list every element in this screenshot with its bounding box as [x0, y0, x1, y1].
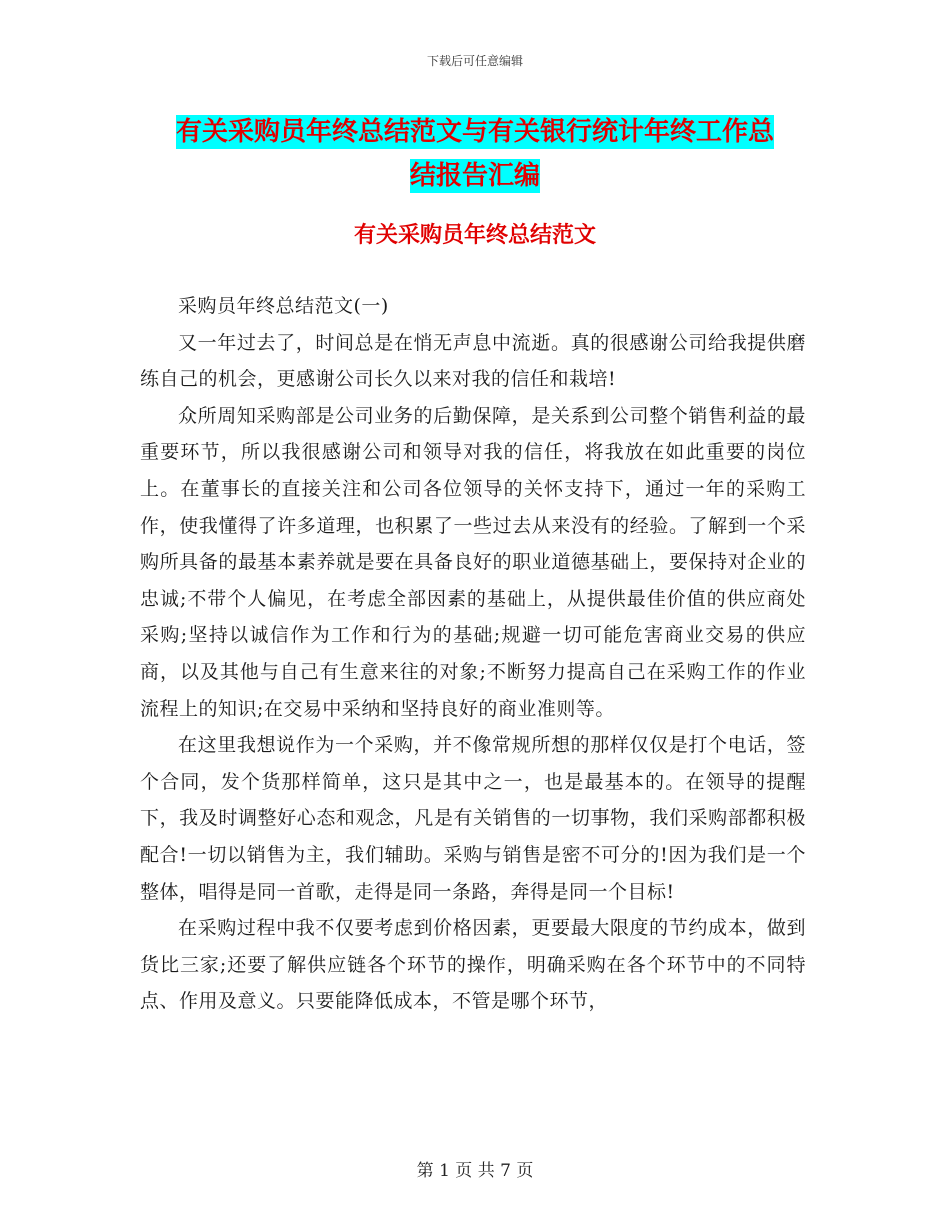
- page-header-note: 下载后可任意编辑: [426, 54, 523, 68]
- paragraph: 在采购过程中我不仅要考虑到价格因素，更要最大限度的节约成本，做到货比三家;还要了解供应链各个环节的操作，明确采购在各个环节中的不同特点、作用及意义。只要能降低成本，不管是哪个环节，: [140, 917, 806, 1013]
- document-title-line1: 有关采购员年终总结范文与有关银行统计年终工作总: [175, 117, 774, 147]
- page-number: 第 1 页 共 7 页: [416, 1161, 534, 1181]
- paragraph: 在这里我想说作为一个采购，并不像常规所想的那样仅仅是打个电话，签个合同，发个货那样简单，这只是其中之一，也是最基本的。在领导的提醒下，我及时调整好心态和观念，凡是有关销售的一切事物，我们采购部都积极配合!一切以销售为主，我们辅助。采购与销售是密不可分的!因为我们是一个整体，唱得是同一首歌，走得是同一条路，奔得是同一个目标!: [140, 734, 806, 903]
- body-text: [140, 288, 806, 1020]
- paragraph: 众所周知采购部是公司业务的后勤保障，是关系到公司整个销售利益的最重要环节，所以我很感谢公司和领导对我的信任，将我放在如此重要的岗位上。在董事长的直接关注和公司各位领导的关怀支持下，通过一年的采购工作，使我懂得了许多道理，也积累了一些过去从来没有的经验。了解到一个采购所具备的最基本素养就是要在具备良好的职业道德基础上，要保持对企业的忠诚;不带个人偏见，在考虑全部因素的基础上，从提供最佳价值的供应商处采购;坚持以诚信作为工作和行为的基础;规避一切可能危害商业交易的供应商，以及其他与自己有生意来往的对象;不断努力提高自己在采购工作的作业流程上的知识;在交易中采纳和坚持良好的商业准则等。: [140, 404, 806, 720]
- document-title: [140, 110, 810, 198]
- paragraph-subtitle: 采购员年终总结范文(一): [178, 295, 389, 317]
- section-title: 有关采购员年终总结范文: [353, 223, 596, 248]
- document-title-line2: 结报告汇编: [409, 161, 540, 191]
- paragraph: 又一年过去了，时间总是在悄无声息中流逝。真的很感谢公司给我提供磨练自己的机会，更感谢公司长久以来对我的信任和栽培!: [140, 331, 806, 391]
